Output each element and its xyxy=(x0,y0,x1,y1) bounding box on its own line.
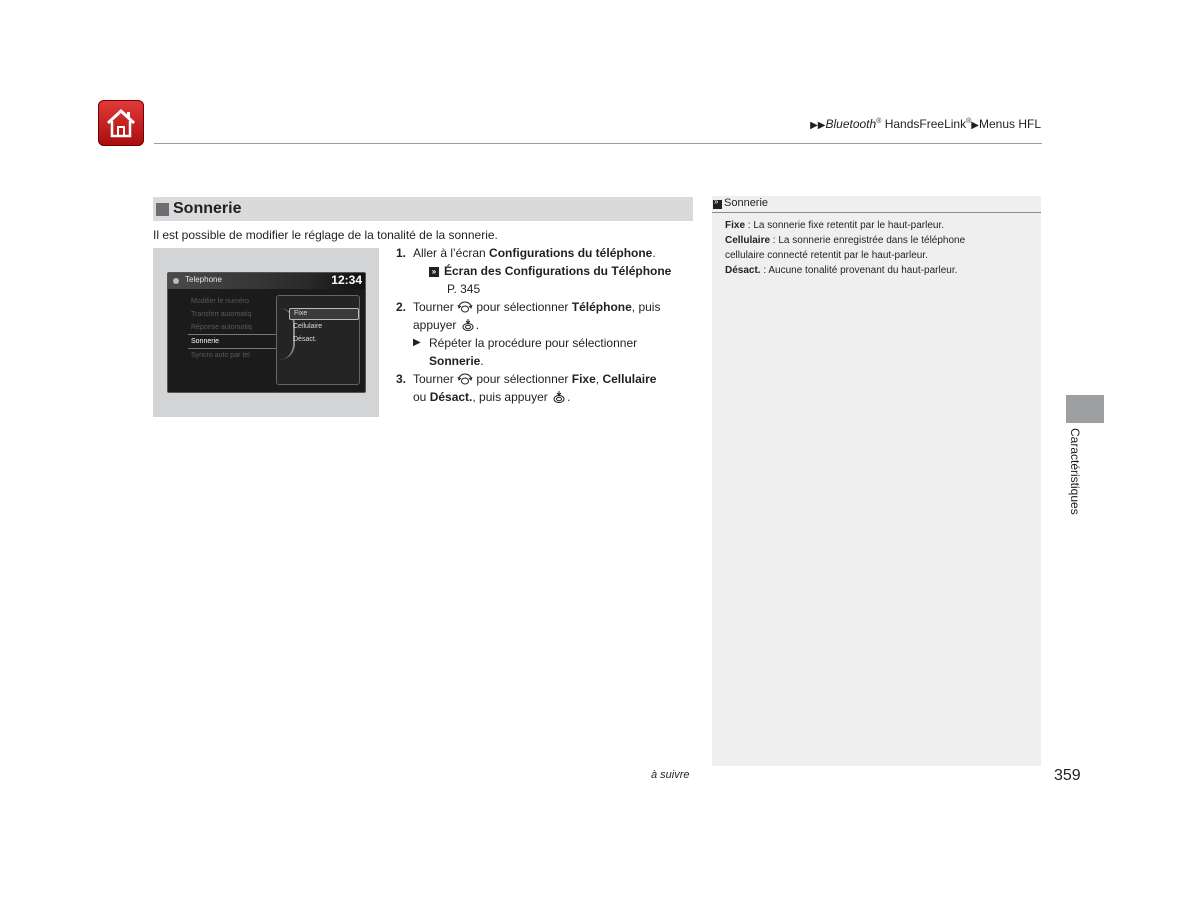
screen-menu-item: Réponse automatiq xyxy=(191,324,252,331)
press-knob-icon xyxy=(551,390,567,404)
reference-arrow-icon: » xyxy=(429,267,439,277)
screen-menu-item: Modifier le numéro xyxy=(191,298,249,305)
procedure-steps xyxy=(396,244,696,406)
home-icon xyxy=(104,106,138,140)
section-intro: Il est possible de modifier le réglage de la tonalité de la sonnerie. xyxy=(153,228,498,242)
reference-text[interactable]: Écran des Configurations du Téléphone xyxy=(444,264,672,278)
heading-square-icon xyxy=(156,203,169,216)
side-note xyxy=(712,196,1041,766)
step-text: Aller à l’écran xyxy=(413,246,490,260)
note-term: Désact. xyxy=(725,265,761,276)
step-text: pour sélectionner xyxy=(473,372,572,386)
step-number: 2. xyxy=(396,300,407,314)
registered-mark: ® xyxy=(966,118,972,125)
substep-text: Répéter la procédure pour sélectionner xyxy=(429,336,638,350)
screen-title: Telephone xyxy=(185,275,222,284)
note-body xyxy=(725,218,1025,278)
screen-menu-item: Transfert automatiq xyxy=(191,311,252,318)
rotate-knob-icon xyxy=(457,300,473,314)
section-title: Sonnerie xyxy=(173,200,242,217)
screen-menu-list xyxy=(188,295,278,362)
step-text: pour sélectionner xyxy=(473,300,572,314)
step-bold: Fixe xyxy=(571,372,596,386)
step-text: , puis appuyer xyxy=(472,390,552,404)
registered-mark: ® xyxy=(876,118,882,125)
screen-menu-item: Syncro auto par tél xyxy=(191,352,250,359)
note-title: Sonnerie xyxy=(724,197,769,209)
step-text: ou xyxy=(413,390,430,404)
note-text: : La sonnerie enregistrée dans le téléphone xyxy=(770,235,966,246)
note-term: Cellulaire xyxy=(725,235,771,246)
step-2-substep xyxy=(396,334,696,370)
chapter-tab[interactable] xyxy=(1066,395,1104,423)
step-text: Tourner xyxy=(413,372,458,386)
header-divider xyxy=(154,143,1042,144)
chapter-label[interactable] xyxy=(1068,428,1082,528)
step-text: Tourner xyxy=(413,300,458,314)
step-1 xyxy=(396,244,696,262)
step-number: 1. xyxy=(396,246,407,260)
step-bold: Désact. xyxy=(429,390,473,404)
page-reference[interactable]: P. 345 xyxy=(447,282,481,296)
note-text: : La sonnerie fixe retentit par le haut-parleur. xyxy=(745,220,945,231)
continued-note: à suivre xyxy=(651,769,690,781)
screen-clock: 12:34 xyxy=(331,273,362,287)
phone-icon xyxy=(173,278,179,284)
screen-menu-item-selected: Sonnerie xyxy=(188,334,278,349)
step-text: . xyxy=(652,246,656,260)
step-3 xyxy=(396,370,696,406)
step-text: . xyxy=(475,318,480,332)
step-text: , xyxy=(595,372,603,386)
rotate-knob-icon xyxy=(457,372,473,386)
note-ref-icon xyxy=(713,200,722,209)
note-text: cellulaire connecté retentit par le haut-parleur. xyxy=(725,250,928,261)
step-text: , puis xyxy=(631,300,661,314)
screen-option-fixe: Fixe xyxy=(289,308,359,320)
note-text: : Aucune tonalité provenant du haut-parleur. xyxy=(760,265,958,276)
breadcrumb-handsfreelink[interactable]: HandsFreeLink xyxy=(881,117,967,131)
section-heading xyxy=(153,197,693,221)
screen-option-desact: Désact. xyxy=(293,336,317,343)
step-2 xyxy=(396,298,696,334)
substep-text: . xyxy=(480,354,484,368)
step-bold: Cellulaire xyxy=(602,372,657,386)
home-button[interactable] xyxy=(98,100,144,146)
step-bold: Téléphone xyxy=(571,300,632,314)
page-number: 359 xyxy=(1054,767,1081,784)
note-header xyxy=(712,196,1041,213)
step-text: appuyer xyxy=(413,318,460,332)
chapter-label-text: Caractéristiques xyxy=(1068,428,1082,515)
screen-option-cellulaire: Cellulaire xyxy=(293,323,323,330)
note-term: Fixe xyxy=(725,220,746,231)
screen-image xyxy=(153,248,379,417)
display-screen xyxy=(167,272,366,393)
step-text: . xyxy=(567,390,571,404)
breadcrumb-menus-hfl[interactable]: Menus HFL xyxy=(978,117,1041,131)
breadcrumb-arrow-icon: ▶ xyxy=(971,120,979,131)
substep-arrow-icon: ▶ xyxy=(413,337,421,348)
step-bold: Configurations du téléphone xyxy=(489,246,653,260)
press-knob-icon xyxy=(460,318,476,332)
breadcrumb-arrow-icon: ▶▶ xyxy=(810,120,826,131)
screen-submenu xyxy=(276,295,360,385)
cross-reference-link[interactable] xyxy=(396,262,696,280)
screen-header xyxy=(168,273,365,289)
step-number: 3. xyxy=(396,372,407,386)
breadcrumb xyxy=(810,117,1041,131)
breadcrumb-bluetooth[interactable]: Bluetooth xyxy=(825,117,877,131)
substep-bold: Sonnerie xyxy=(429,354,481,368)
